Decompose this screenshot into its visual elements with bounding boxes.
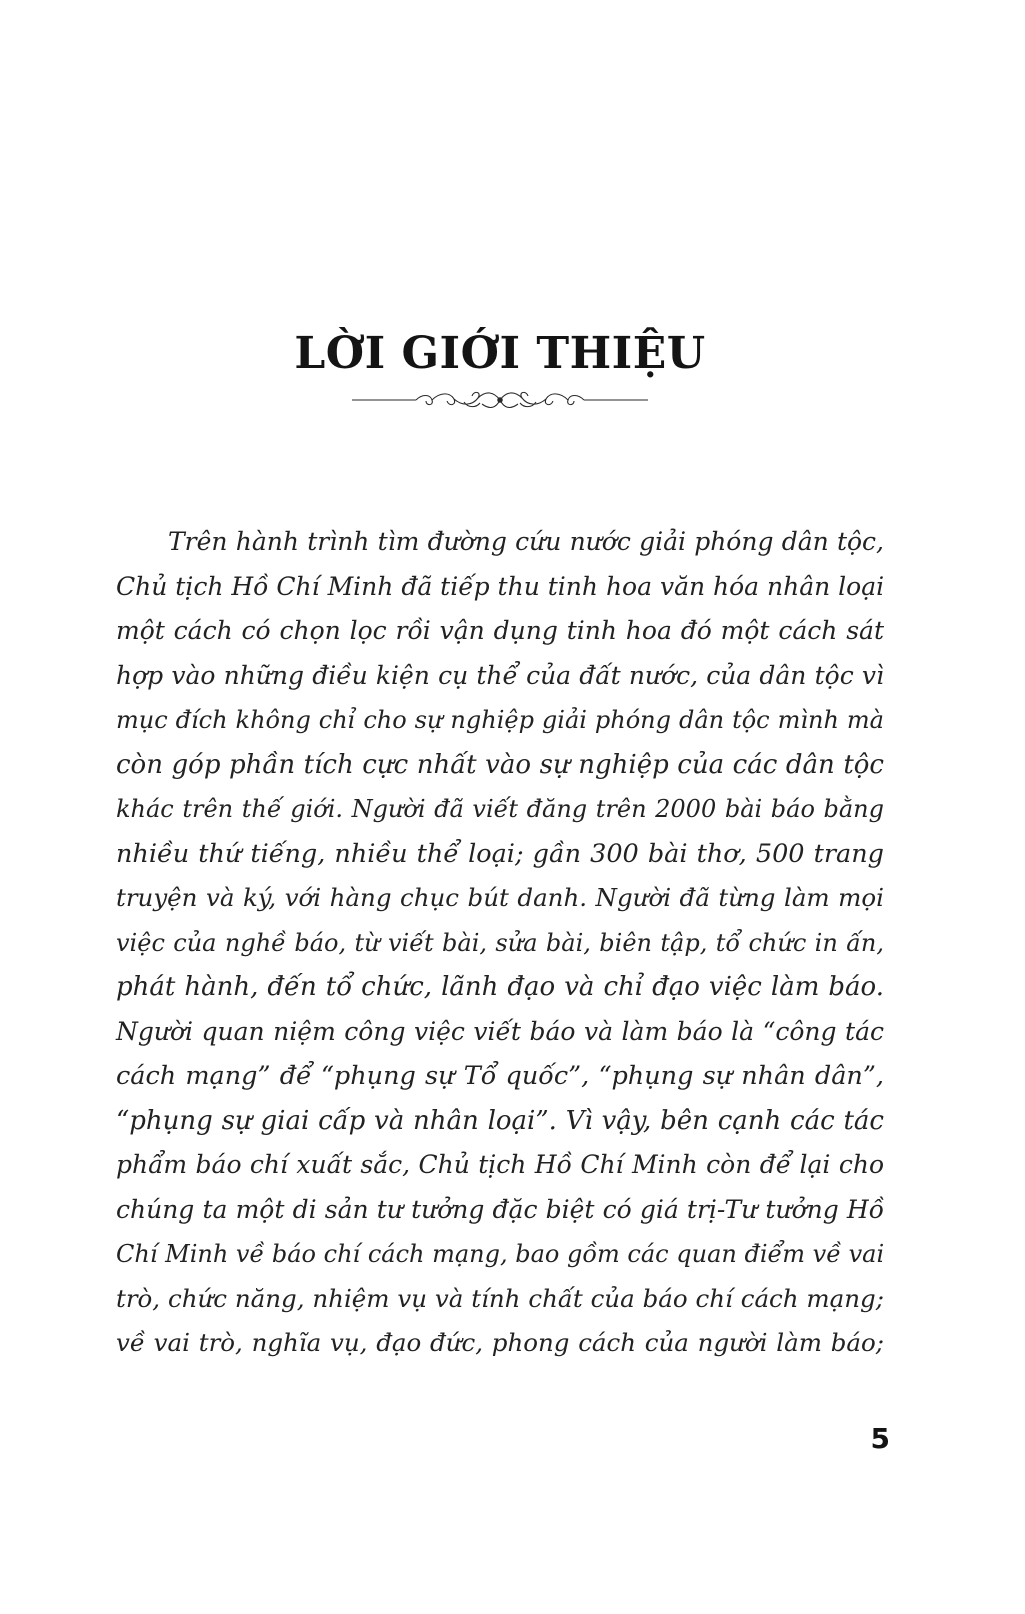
paragraph-line: mục đích không chỉ cho sự nghiệp giải phóng dân tộc mình mà — [116, 706, 884, 734]
paragraph-line: Trên hành trình tìm đường cứu nước giải phóng dân tộc, — [168, 527, 884, 556]
paragraph-line: “phụng sự giai cấp và nhân loại”. Vì vậy, bên cạnh các tác — [116, 1105, 884, 1136]
paragraph-line: một cách có chọn lọc rồi vận dụng tinh hoa đó một cách sát — [116, 616, 884, 645]
paragraph-line: chúng ta một di sản tư tưởng đặc biệt có giá trị-Tư tưởng Hồ — [116, 1194, 884, 1224]
paragraph-line: truyện và ký, với hàng chục bút danh. Người đã từng làm mọi — [116, 883, 884, 912]
paragraph-line: khác trên thế giới. Người đã viết đăng trên 2000 bài báo bằng — [116, 795, 884, 823]
paragraph-line: Chí Minh về báo chí cách mạng, bao gồm các quan điểm về vai — [116, 1240, 885, 1268]
paragraph-line: hợp vào những điều kiện cụ thể của đất nước, của dân tộc vì — [116, 660, 884, 690]
paragraph-line: trò, chức năng, nhiệm vụ và tính chất của báo chí cách mạng; — [116, 1283, 884, 1313]
paragraph-line: về vai trò, nghĩa vụ, đạo đức, phong cách của người làm báo; — [116, 1328, 884, 1357]
flourish-divider-icon — [352, 386, 648, 414]
page-title: LỜI GIỚI THIỆU — [294, 328, 706, 379]
paragraph-line: cách mạng” để “phụng sự Tổ quốc”, “phụng sự nhân dân”, — [116, 1061, 884, 1091]
paragraph-line: phẩm báo chí xuất sắc, Chủ tịch Hồ Chí Minh còn để lại cho — [116, 1150, 884, 1179]
paragraph-line: phát hành, đến tổ chức, lãnh đạo và chỉ đạo việc làm báo. — [116, 972, 884, 1002]
paragraph-line: nhiều thứ tiếng, nhiều thể loại; gần 300 bài thơ, 500 trang — [116, 838, 884, 869]
introduction-paragraph — [116, 520, 884, 1366]
paragraph-line: việc của nghề báo, từ viết bài, sửa bài, biên tập, tổ chức in ấn, — [116, 928, 884, 957]
paragraph-line: còn góp phần tích cực nhất vào sự nghiệp của các dân tộc — [116, 749, 884, 780]
paragraph-line: Chủ tịch Hồ Chí Minh đã tiếp thu tinh hoa văn hóa nhân loại — [116, 571, 885, 601]
paragraph-line: Người quan niệm công việc viết báo và làm báo là “công tác — [116, 1016, 884, 1046]
page-number: 5 — [870, 1422, 890, 1455]
